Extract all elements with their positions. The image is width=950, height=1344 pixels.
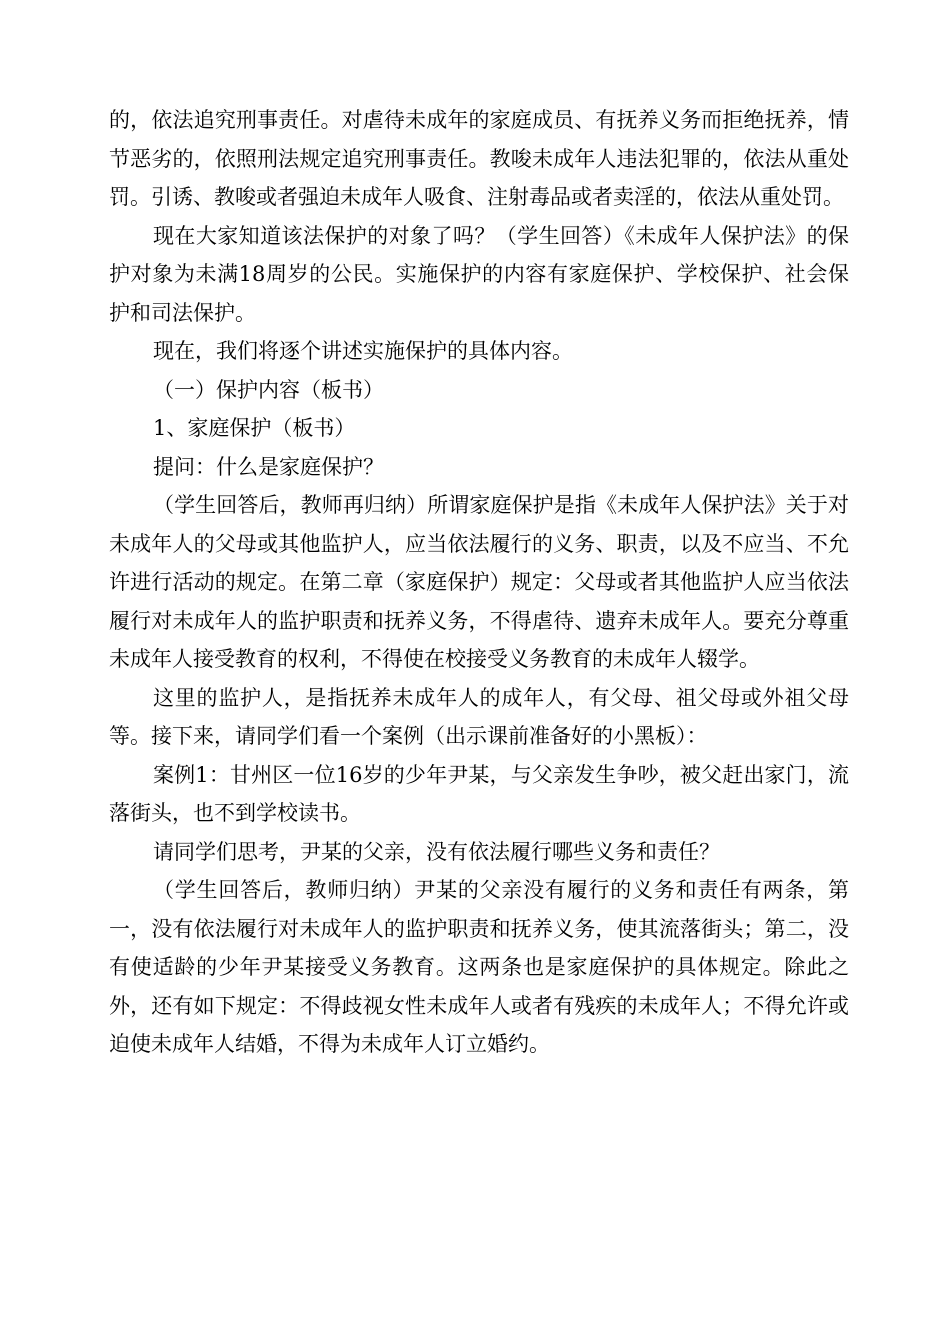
section-heading-protection-content: （一）保护内容（板书）: [153, 377, 384, 402]
paragraph-think: 请同学们思考，尹某的父亲，没有依法履行哪些义务和责任？: [153, 839, 720, 864]
case-paragraph: 案例1：甘州区一位16岁的少年尹某，与父亲发生争吵，被父赶出家门，流落街头，也不到学校读书。: [109, 762, 849, 825]
paragraph-3: 现在，我们将逐个讲述实施保护的具体内容。: [153, 339, 573, 363]
question-paragraph: 提问：什么是家庭保护？: [153, 454, 384, 479]
paragraph-2: 现在大家知道该法保护的对象了吗？（学生回答）《未成年人保护法》的保护对象为未满18周岁的公民。实施保护的内容有家庭保护、学校保护、社会保护和司法保护。: [109, 223, 849, 325]
paragraph-summary: （学生回答后，教师归纳）尹某的父亲没有履行的义务和责任有两条，第一，没有依法履行对未成年人的监护职责和抚养义务，使其流落街头；第二，没有使适龄的少年尹某接受义务教育。这两条也是家庭保护的具体规定。除此之外，还有如下规定：不得歧视女性未成年人或者有残疾的未成年人；不得允许或迫使未成年人结婚，不得为未成年人订立婚约。: [109, 878, 849, 1056]
subsection-heading-family-protection: 1、家庭保护（板书）: [153, 416, 356, 440]
paragraph-1: 的，依法追究刑事责任。对虐待未成年的家庭成员、有抚养义务而拒绝抚养，情节恶劣的，依照刑法规定追究刑事责任。教唆未成年人违法犯罪的，依法从重处罚。引诱、教唆或者强迫未成年人吸食、注射毒品或者卖淫的，依法从重处罚。: [109, 108, 849, 209]
paragraph-definition: （学生回答后，教师再归纳）所谓家庭保护是指《未成年人保护法》关于对未成年人的父母或其他监护人，应当依法履行的义务、职责，以及不应当、不允许进行活动的规定。在第二章（家庭保护）规定：父母或者其他监护人应当依法履行对未成年人的监护职责和抚养义务，不得虐待、遗弃未成年人。要充分尊重未成年人接受教育的权利，不得使在校接受义务教育的未成年人辍学。: [109, 493, 849, 671]
document-page: [109, 101, 849, 1064]
paragraph-guardian: 这里的监护人，是指抚养未成年人的成年人，有父母、祖父母或外祖父母等。接下来，请同学们看一个案例（出示课前准备好的小黑板）：: [109, 685, 849, 748]
